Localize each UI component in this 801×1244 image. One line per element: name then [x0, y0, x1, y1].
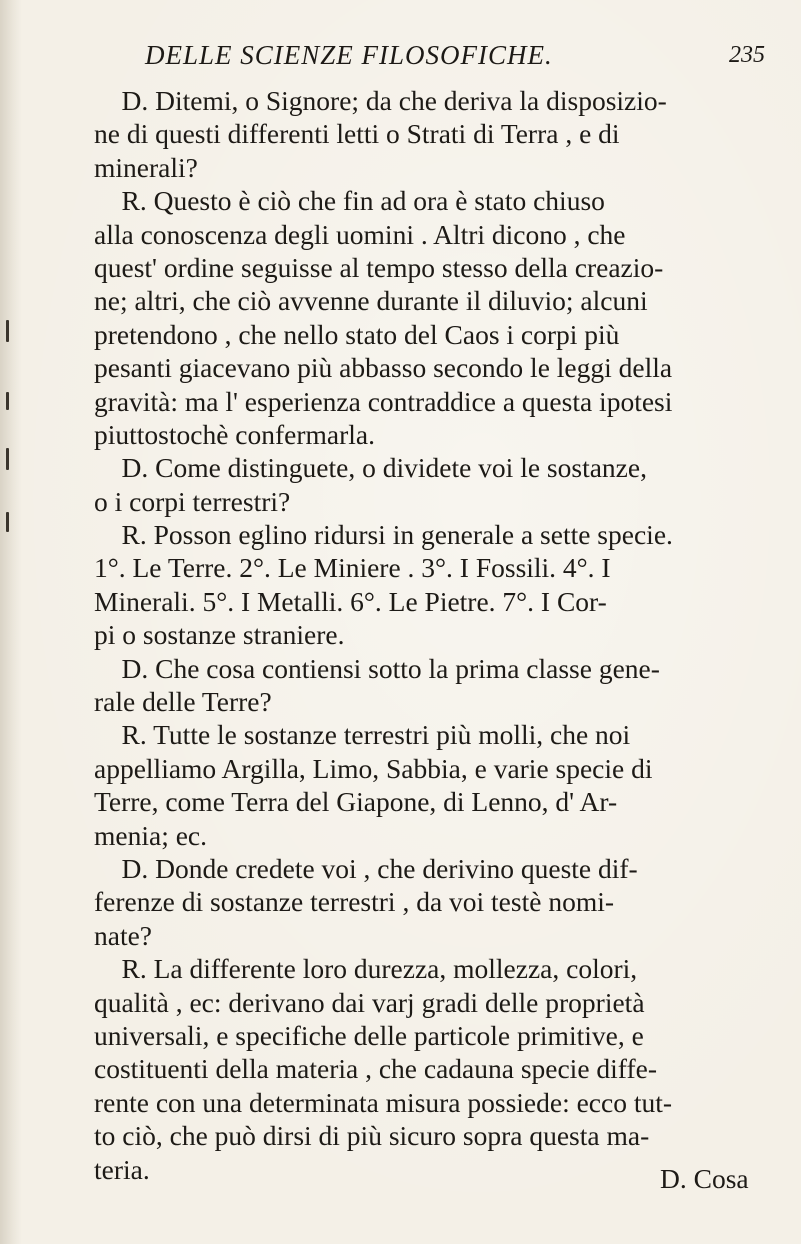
page-header	[145, 40, 765, 80]
text-line: o i corpi terrestri?	[94, 485, 291, 517]
page-number: 235	[729, 42, 765, 68]
text-line: costituenti della materia , che cadauna specie diffe-	[94, 1053, 657, 1085]
text-line: R. Posson eglino ridursi in generale a sette specie.	[94, 519, 673, 551]
text-line: Terre, come Terra del Giapone, di Lenno, d' Ar-	[94, 786, 618, 818]
text-line: minerali?	[94, 151, 198, 183]
running-head: DELLE SCIENZE FILOSOFICHE.	[145, 40, 553, 70]
text-line: R. Tutte le sostanze terrestri più molli, che noi	[94, 719, 631, 751]
text-line: teria.	[94, 1153, 150, 1185]
text-line: ferenze di sostanze terrestri , da voi testè nomi-	[94, 886, 615, 918]
text-line: ne; altri, che ciò avvenne durante il diluvio; alcuni	[94, 285, 648, 317]
text-line: rale delle Terre?	[94, 686, 272, 718]
text-line: gravità: ma l' esperienza contraddice a questa ipotesi	[94, 385, 673, 417]
body-text	[94, 84, 774, 1186]
binding-mark	[6, 512, 9, 532]
text-line: qualità , ec: derivano dai varj gradi delle proprietà	[94, 986, 645, 1018]
text-line: D. Donde credete voi , che derivino queste dif-	[94, 852, 638, 884]
text-line: D. Ditemi, o Signore; da che deriva la disposizio-	[94, 85, 667, 116]
text-line: rente con una determinata misura possiede: ecco tut-	[94, 1086, 673, 1118]
text-line: appelliamo Argilla, Limo, Sabbia, e varie specie di	[94, 752, 653, 784]
text-line: piuttostochè confermarla.	[94, 418, 376, 450]
text-line: 1°. Le Terre. 2°. Le Miniere . 3°. I Fossili. 4°. I	[94, 552, 611, 584]
text-line: pesanti giacevano più abbasso secondo le leggi della	[94, 352, 673, 384]
text-line: pretendono , che nello stato del Caos i corpi più	[94, 318, 620, 350]
text-line: nate?	[94, 919, 153, 951]
binding-mark	[6, 448, 9, 470]
text-line: universali, e specifiche delle particole primitive, e	[94, 1019, 644, 1051]
binding-mark	[6, 392, 9, 410]
text-line: pi o sostanze straniere.	[94, 619, 345, 651]
text-line: menia; ec.	[94, 819, 207, 851]
text-line: R. Questo è ciò che fin ad ora è stato chiuso	[94, 185, 605, 217]
text-line: Minerali. 5°. I Metalli. 6°. Le Pietre. 7°. I Cor-	[94, 585, 607, 617]
text-line: D. Che cosa contiensi sotto la prima classe gene-	[94, 652, 660, 684]
binding-mark	[6, 320, 9, 342]
binding-edge	[0, 0, 22, 1244]
text-line: D. Come distinguete, o dividete voi le sostanze,	[94, 452, 647, 484]
text-line: ne di questi differenti letti o Strati di Terra , e di	[94, 118, 620, 150]
catchword: D. Cosa	[660, 1163, 749, 1194]
text-line: quest' ordine seguisse al tempo stesso della creazio-	[94, 251, 664, 283]
text-line: alla conoscenza degli uomini . Altri dicono , che	[94, 218, 626, 250]
text-line: to ciò, che può dirsi di più sicuro sopra questa ma-	[94, 1120, 650, 1152]
text-line: R. La differente loro durezza, mollezza, colori,	[94, 953, 638, 985]
